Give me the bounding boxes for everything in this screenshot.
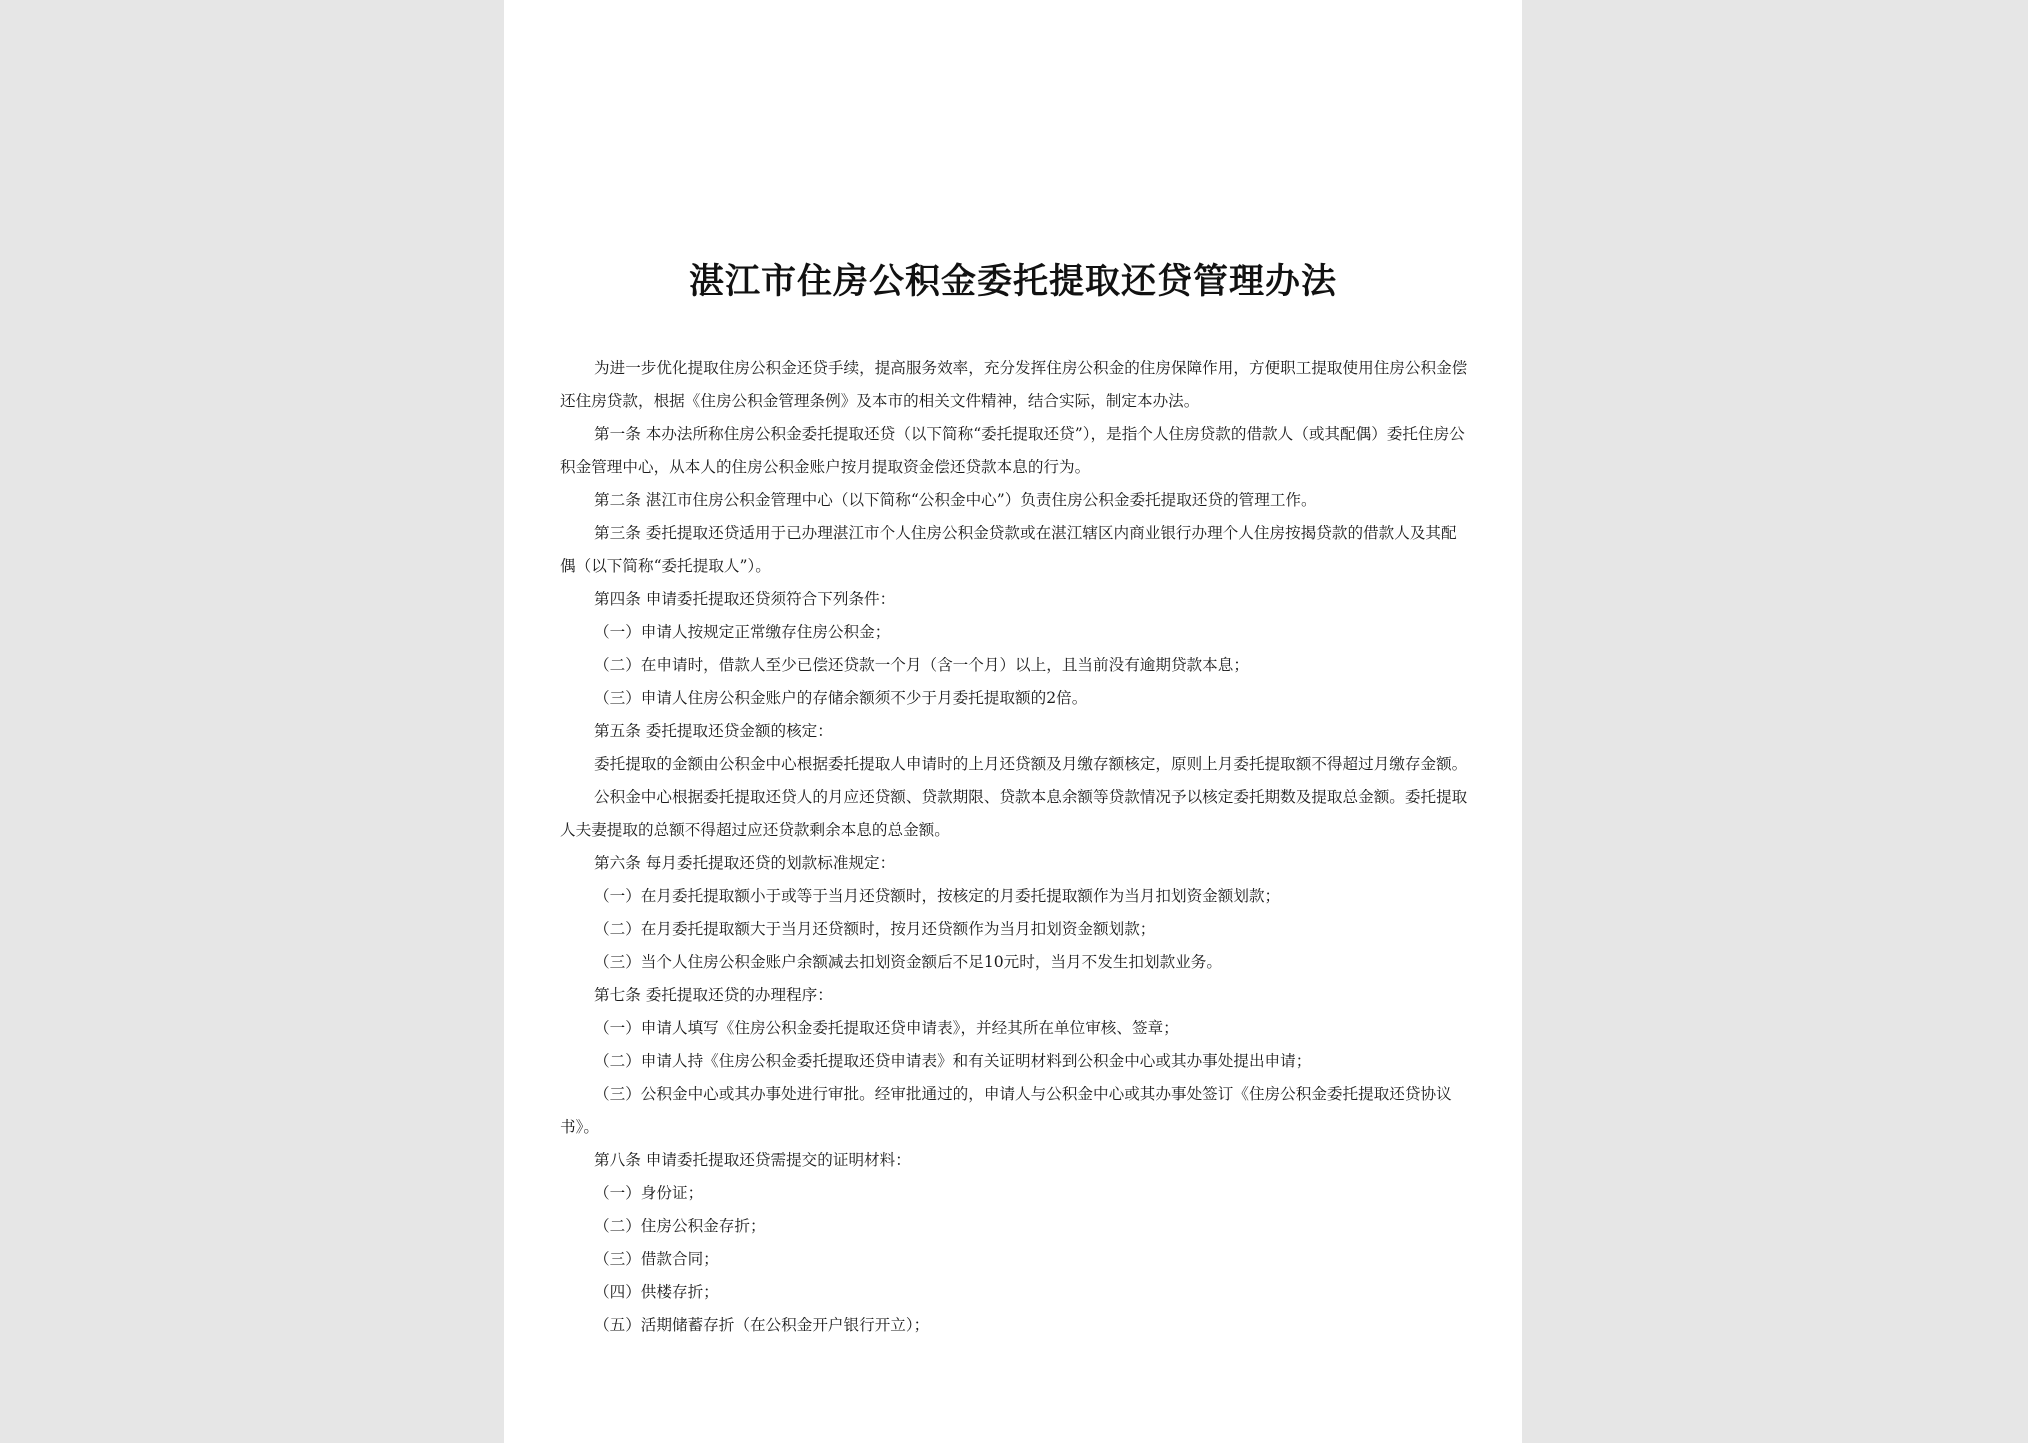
list-item: （四）供楼存折；: [594, 1283, 719, 1301]
document-title: 湛江市住房公积金委托提取还贷管理办法: [688, 261, 1337, 302]
list-item: （三）申请人住房公积金账户的存储余额须不少于月委托提取额的2倍。: [594, 689, 1088, 707]
paragraph-article-1: 第一条 本办法所称住房公积金委托提取还贷（以下简称“委托提取还贷”），是指个人住房贷款的借款人（或其配偶）委托住房公积金管理中心，从本人的住房公积金账户按月提取资金偿还贷款本息的行为。: [560, 425, 1465, 476]
paragraph-article-4: 第四条 申请委托提取还贷须符合下列条件：: [594, 590, 896, 608]
list-item: （一）身份证；: [594, 1184, 704, 1202]
paragraph-preamble: 为进一步优化提取住房公积金还贷手续，提高服务效率，充分发挥住房公积金的住房保障作用，方便职工提取使用住房公积金偿还住房贷款，根据《住房公积金管理条例》及本市的相关文件精神，结合实际，制定本办法。: [560, 359, 1468, 410]
paragraph-article-2: 第二条 湛江市住房公积金管理中心（以下简称“公积金中心”）负责住房公积金委托提取还贷的管理工作。: [594, 491, 1317, 509]
paragraph-article-8: 第八条 申请委托提取还贷需提交的证明材料：: [594, 1151, 911, 1169]
list-item: （一）申请人填写《住房公积金委托提取还贷申请表》，并经其所在单位审核、签章；: [594, 1019, 1179, 1037]
list-item: （五）活期储蓄存折（在公积金开户银行开立）；: [594, 1316, 930, 1334]
document-page: [504, 0, 1522, 1443]
list-item: （二）住房公积金存折；: [594, 1217, 766, 1235]
paragraph-article-5: 第五条 委托提取还贷金额的核定：: [594, 722, 833, 740]
paragraph-article-6: 第六条 每月委托提取还贷的划款标准规定：: [594, 854, 896, 872]
list-item: （三）当个人住房公积金账户余额减去扣划资金额后不足10元时，当月不发生扣划款业务。: [594, 953, 1222, 971]
list-item: （二）在申请时，借款人至少已偿还贷款一个月（含一个月）以上，且当前没有逾期贷款本息；: [594, 656, 1249, 674]
paragraph-article-7: 第七条 委托提取还贷的办理程序：: [594, 986, 833, 1004]
list-item: （一）申请人按规定正常缴存住房公积金；: [594, 623, 891, 641]
list-item: （三）公积金中心或其办事处进行审批。经审批通过的，申请人与公积金中心或其办事处签订《住房公积金委托提取还贷协议书》。: [560, 1085, 1452, 1136]
list-item: （二）在月委托提取额大于当月还贷额时，按月还贷额作为当月扣划资金额划款；: [594, 920, 1156, 938]
list-item: （一）在月委托提取额小于或等于当月还贷额时，按核定的月委托提取额作为当月扣划资金额划款；: [594, 887, 1281, 905]
list-item: （二）申请人持《住房公积金委托提取还贷申请表》和有关证明材料到公积金中心或其办事处提出申请；: [594, 1052, 1312, 1070]
paragraph: 委托提取的金额由公积金中心根据委托提取人申请时的上月还贷额及月缴存额核定，原则上月委托提取额不得超过月缴存金额。: [594, 755, 1468, 773]
document-body: [560, 352, 1472, 1342]
list-item: （三）借款合同；: [594, 1250, 719, 1268]
paragraph: 公积金中心根据委托提取还贷人的月应还贷额、贷款期限、贷款本息余额等贷款情况予以核定委托期数及提取总金额。委托提取人夫妻提取的总额不得超过应还贷款剩余本息的总金额。: [560, 788, 1468, 839]
paragraph-article-3: 第三条 委托提取还贷适用于已办理湛江市个人住房公积金贷款或在湛江辖区内商业银行办理个人住房按揭贷款的借款人及其配偶（以下简称“委托提取人”）。: [560, 524, 1457, 575]
